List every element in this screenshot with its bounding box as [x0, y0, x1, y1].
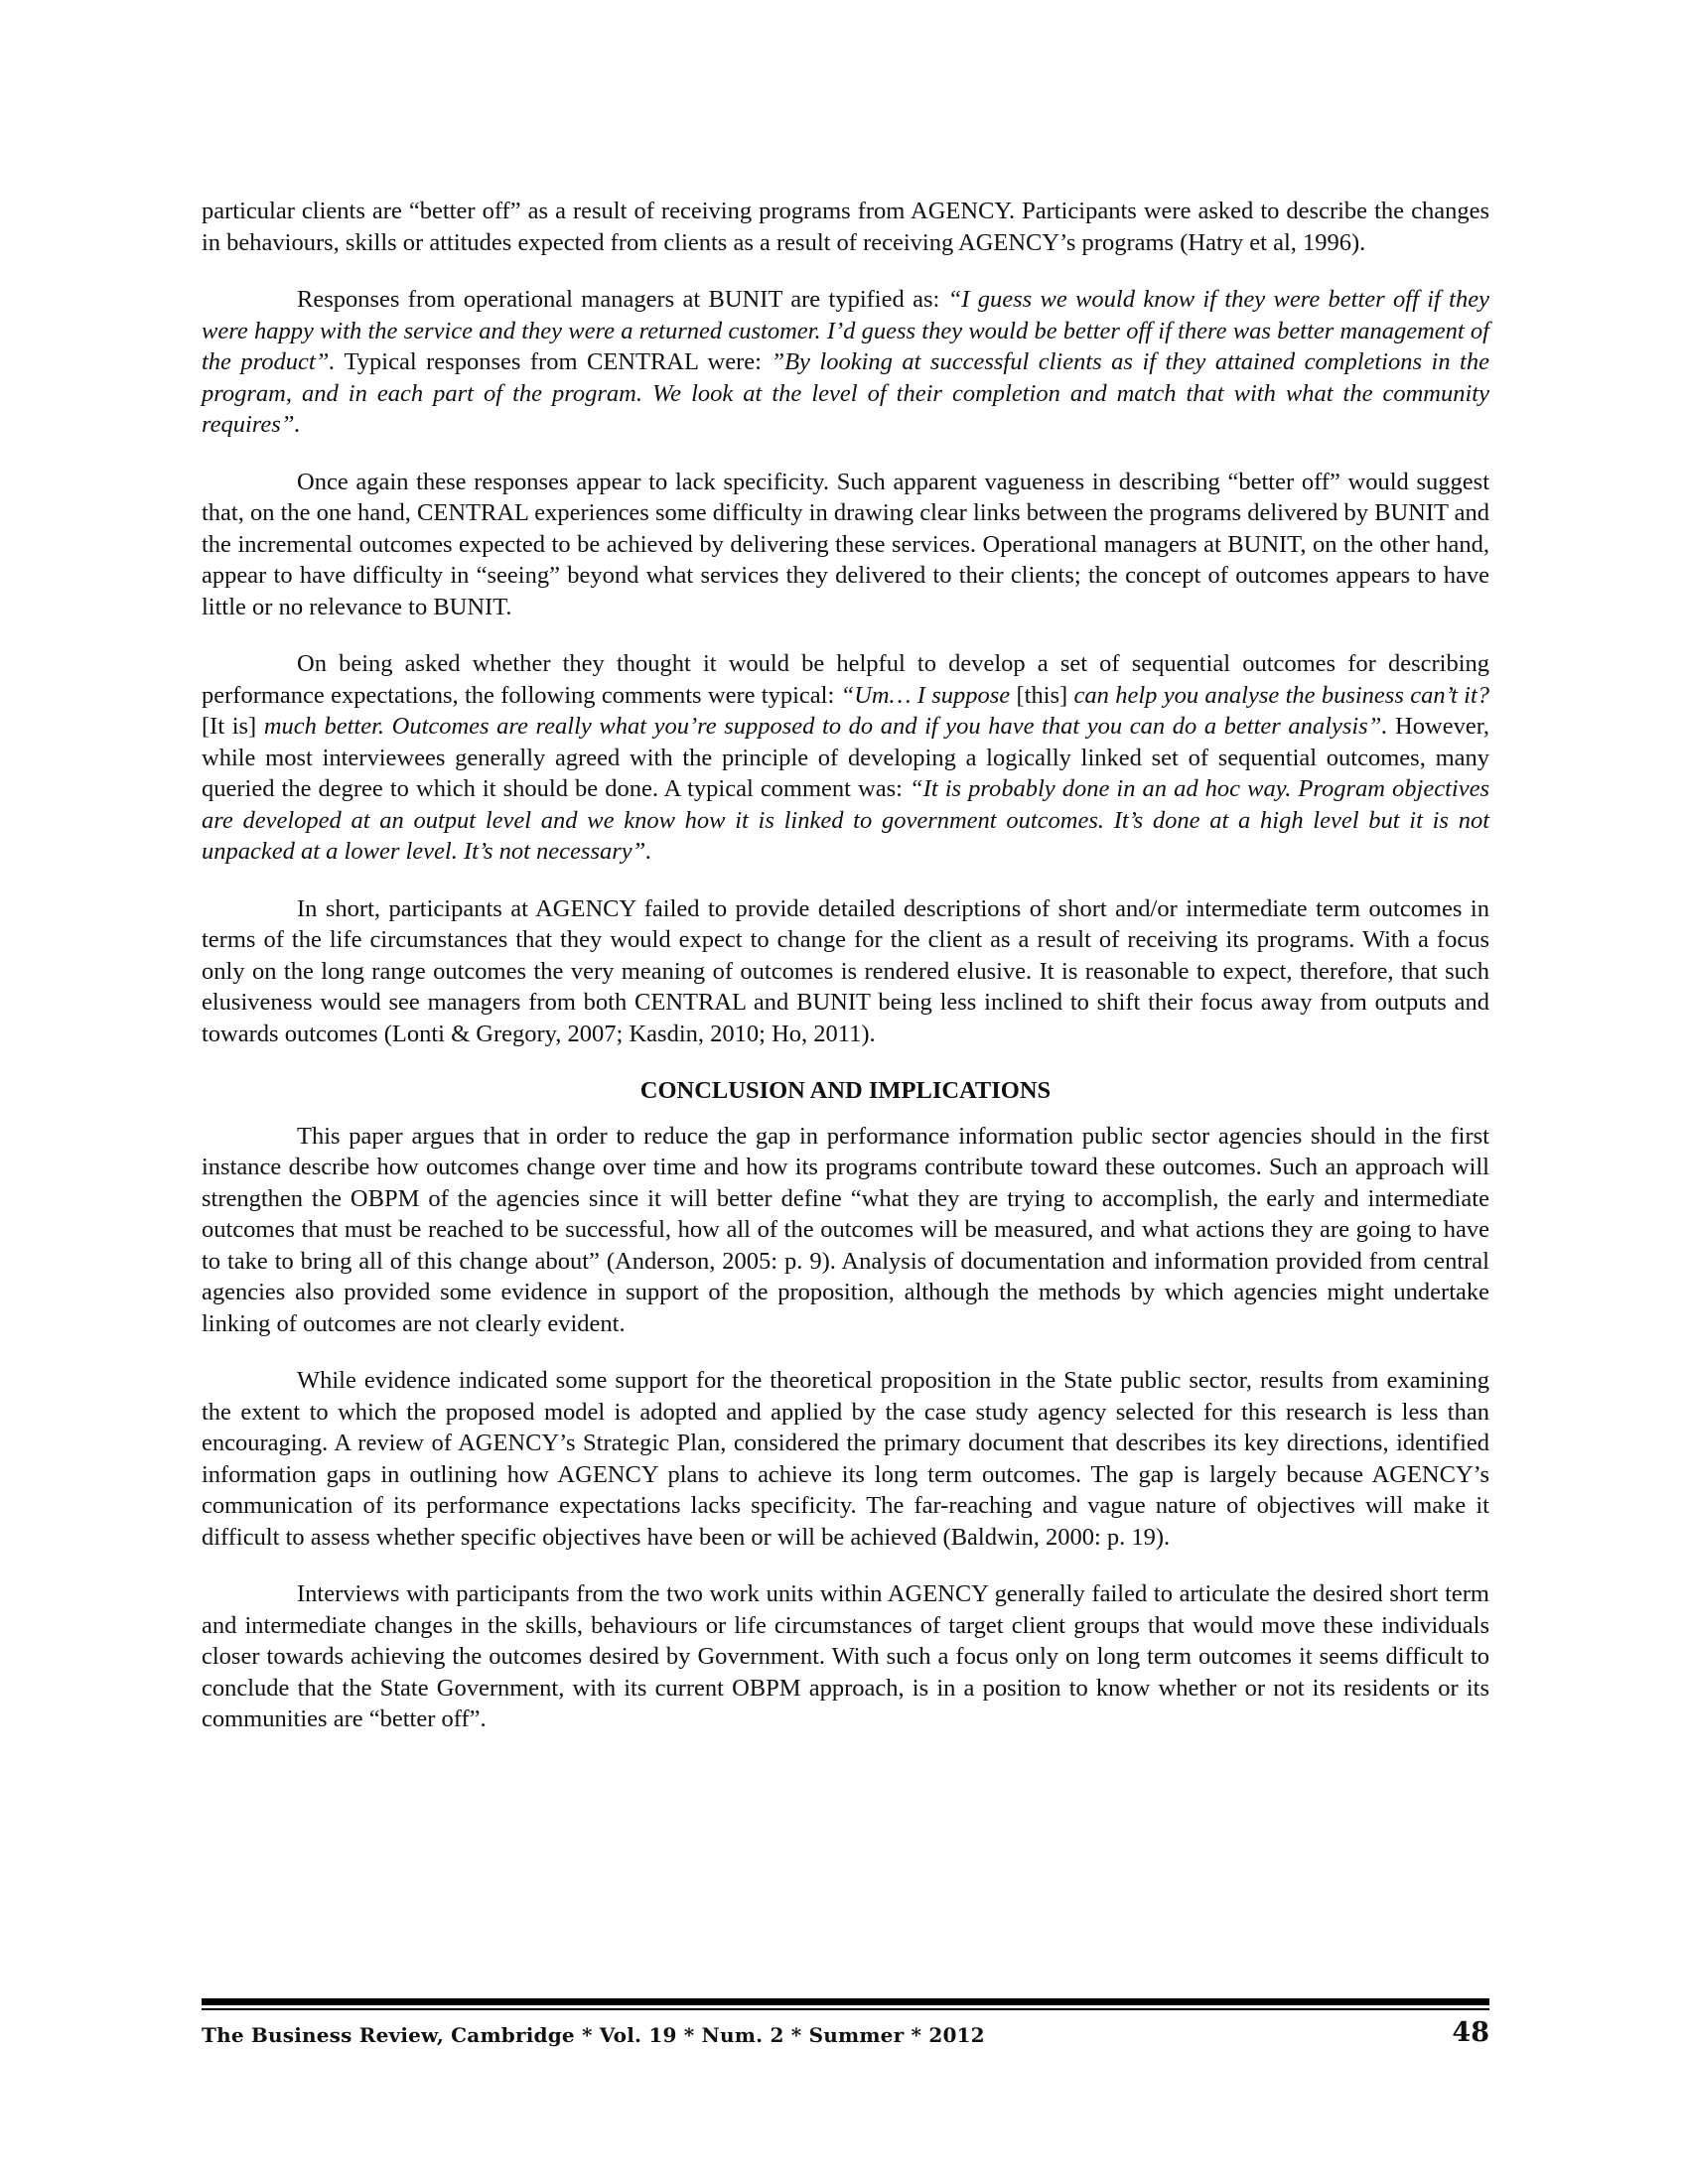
body-section-2 [202, 1121, 1489, 1735]
paragraph [202, 893, 1489, 1050]
paragraph-text: However, while most interviewees generally agreed with the principle of developing a logically linked set of sequential outcomes, many queried the degree to which it should be done. A typical comment was: [202, 713, 1489, 802]
paragraph-text: Interviews with participants from the two work units within AGENCY generally failed to articulate the desired short term and intermediate changes in the skills, behaviours or life circumstances of target client groups that would move these individuals closer towards achieving the outcomes desired by Government. With such a focus only on long term outcomes it seems difficult to conclude that the State Government, with its current OBPM approach, is in a position to know whether or not its residents or its communities are “better off”. [202, 1580, 1489, 1732]
quoted-text: “I guess we would know if they were better off if they were happy with the service and they were a returned customer. I’d guess they would be better off if there was better management of the product”. [202, 286, 1489, 375]
paragraph [202, 1121, 1489, 1340]
paragraph [202, 1578, 1489, 1735]
page-footer [202, 2017, 1489, 2057]
paragraph [202, 648, 1489, 868]
paragraph-text: Typical responses from CENTRAL were: [335, 348, 772, 375]
paragraph-text: [It is] [202, 713, 264, 740]
paragraph-text: This paper argues that in order to reduce the gap in performance information public sector agencies should in the first instance describe how outcomes change over time and how its programs contribute toward these outcomes. Such an approach will strengthen the OBPM of the agencies since it will better define “what they are trying to accomplish, the early and intermediate outcomes that must be reached to be successful, how all of the outcomes will be measured, and what actions they are going to have to take to bring all of this change about” (Anderson, 2005: p. 9). Analysis of documentation and information provided from central agencies also provided some evidence in support of the proposition, although the methods by which agencies might undertake linking of outcomes are not clearly evident. [202, 1122, 1489, 1337]
body-section-1 [202, 196, 1489, 1049]
paragraph-text: [this] [1010, 681, 1074, 709]
page-number: 48 [1452, 2017, 1489, 2048]
paragraph-text: Once again these responses appear to lack specificity. Such apparent vagueness in describing “better off” would suggest that, on the one hand, CENTRAL experiences some difficulty in drawing clear links between the programs delivered by BUNIT and the incremental outcomes expected to be achieved by delivering these services. Operational managers at BUNIT, on the other hand, appear to have difficulty in “seeing” beyond what services they delivered to their clients; the concept of outcomes appears to have little or no relevance to BUNIT. [202, 468, 1490, 620]
page-body [202, 196, 1489, 1761]
paragraph [202, 284, 1489, 441]
quoted-text: ”By looking at successful clients as if they attained completions in the program, and in each part of the program. We look at the level of their completion and match that with what the community requires”. [202, 348, 1489, 438]
paragraph-text: particular clients are “better off” as a result of receiving programs from AGENCY. Participants were asked to describe the changes in behaviours, skills or attitudes expected from clients as a result of receiving AGENCY’s programs (Hatry et al, 1996). [202, 198, 1489, 256]
paragraph-text: In short, participants at AGENCY failed to provide detailed descriptions of short and/or intermediate term outcomes in terms of the life circumstances that they would expect to change for the client as a result of receiving its programs. With a focus only on the long range outcomes the very meaning of outcomes is rendered elusive. It is reasonable to expect, therefore, that such elusiveness would see managers from both CENTRAL and BUNIT being less inclined to shift their focus away from outputs and towards outcomes (Lonti & Gregory, 2007; Kasdin, 2010; Ho, 2011). [202, 894, 1489, 1047]
paragraph [202, 196, 1489, 258]
section-heading: CONCLUSION AND IMPLICATIONS [639, 1077, 1052, 1104]
footer-rule-thin [202, 2008, 1489, 2010]
paragraph-text: While evidence indicated some support for the theoretical proposition in the State public sector, results from examining the extent to which the proposed model is adopted and applied by the case study agency selected for this research is less than encouraging. A review of AGENCY’s Strategic Plan, considered the primary document that describes its key directions, identified information gaps in outlining how AGENCY plans to achieve its long term outcomes. The gap is largely because AGENCY’s communication of its performance expectations lacks specificity. The far-reaching and vague nature of objectives will make it difficult to assess whether specific objectives have been or will be achieved (Baldwin, 2000: p. 19). [202, 1367, 1489, 1551]
paragraph [202, 1365, 1489, 1553]
footer-rule-thick [202, 1998, 1489, 2005]
quoted-text: “Um… I suppose [840, 681, 1011, 709]
quoted-text: “It is probably done in an ad hoc way. Program objectives are developed at an output level and we know how it is linked to government outcomes. It’s done at a high level but it is not unpacked at a lower level. It’s not necessary”. [202, 775, 1489, 865]
paragraph [202, 467, 1489, 623]
paragraph-text: On being asked whether they thought it would be helpful to develop a set of sequential outcomes for describing performance expectations, the following comments were typical: [202, 650, 1489, 709]
quoted-text: much better. Outcomes are really what you’re supposed to do and if you have that you can do a better analysis”. [263, 713, 1388, 740]
quoted-text: can help you analyse the business can’t it? [1073, 681, 1490, 709]
journal-citation: The Business Review, Cambridge * Vol. 19 * Num. 2 * Summer * 2012 [202, 2023, 985, 2047]
paragraph-text: Responses from operational managers at BUNIT are typified as: [297, 286, 948, 313]
